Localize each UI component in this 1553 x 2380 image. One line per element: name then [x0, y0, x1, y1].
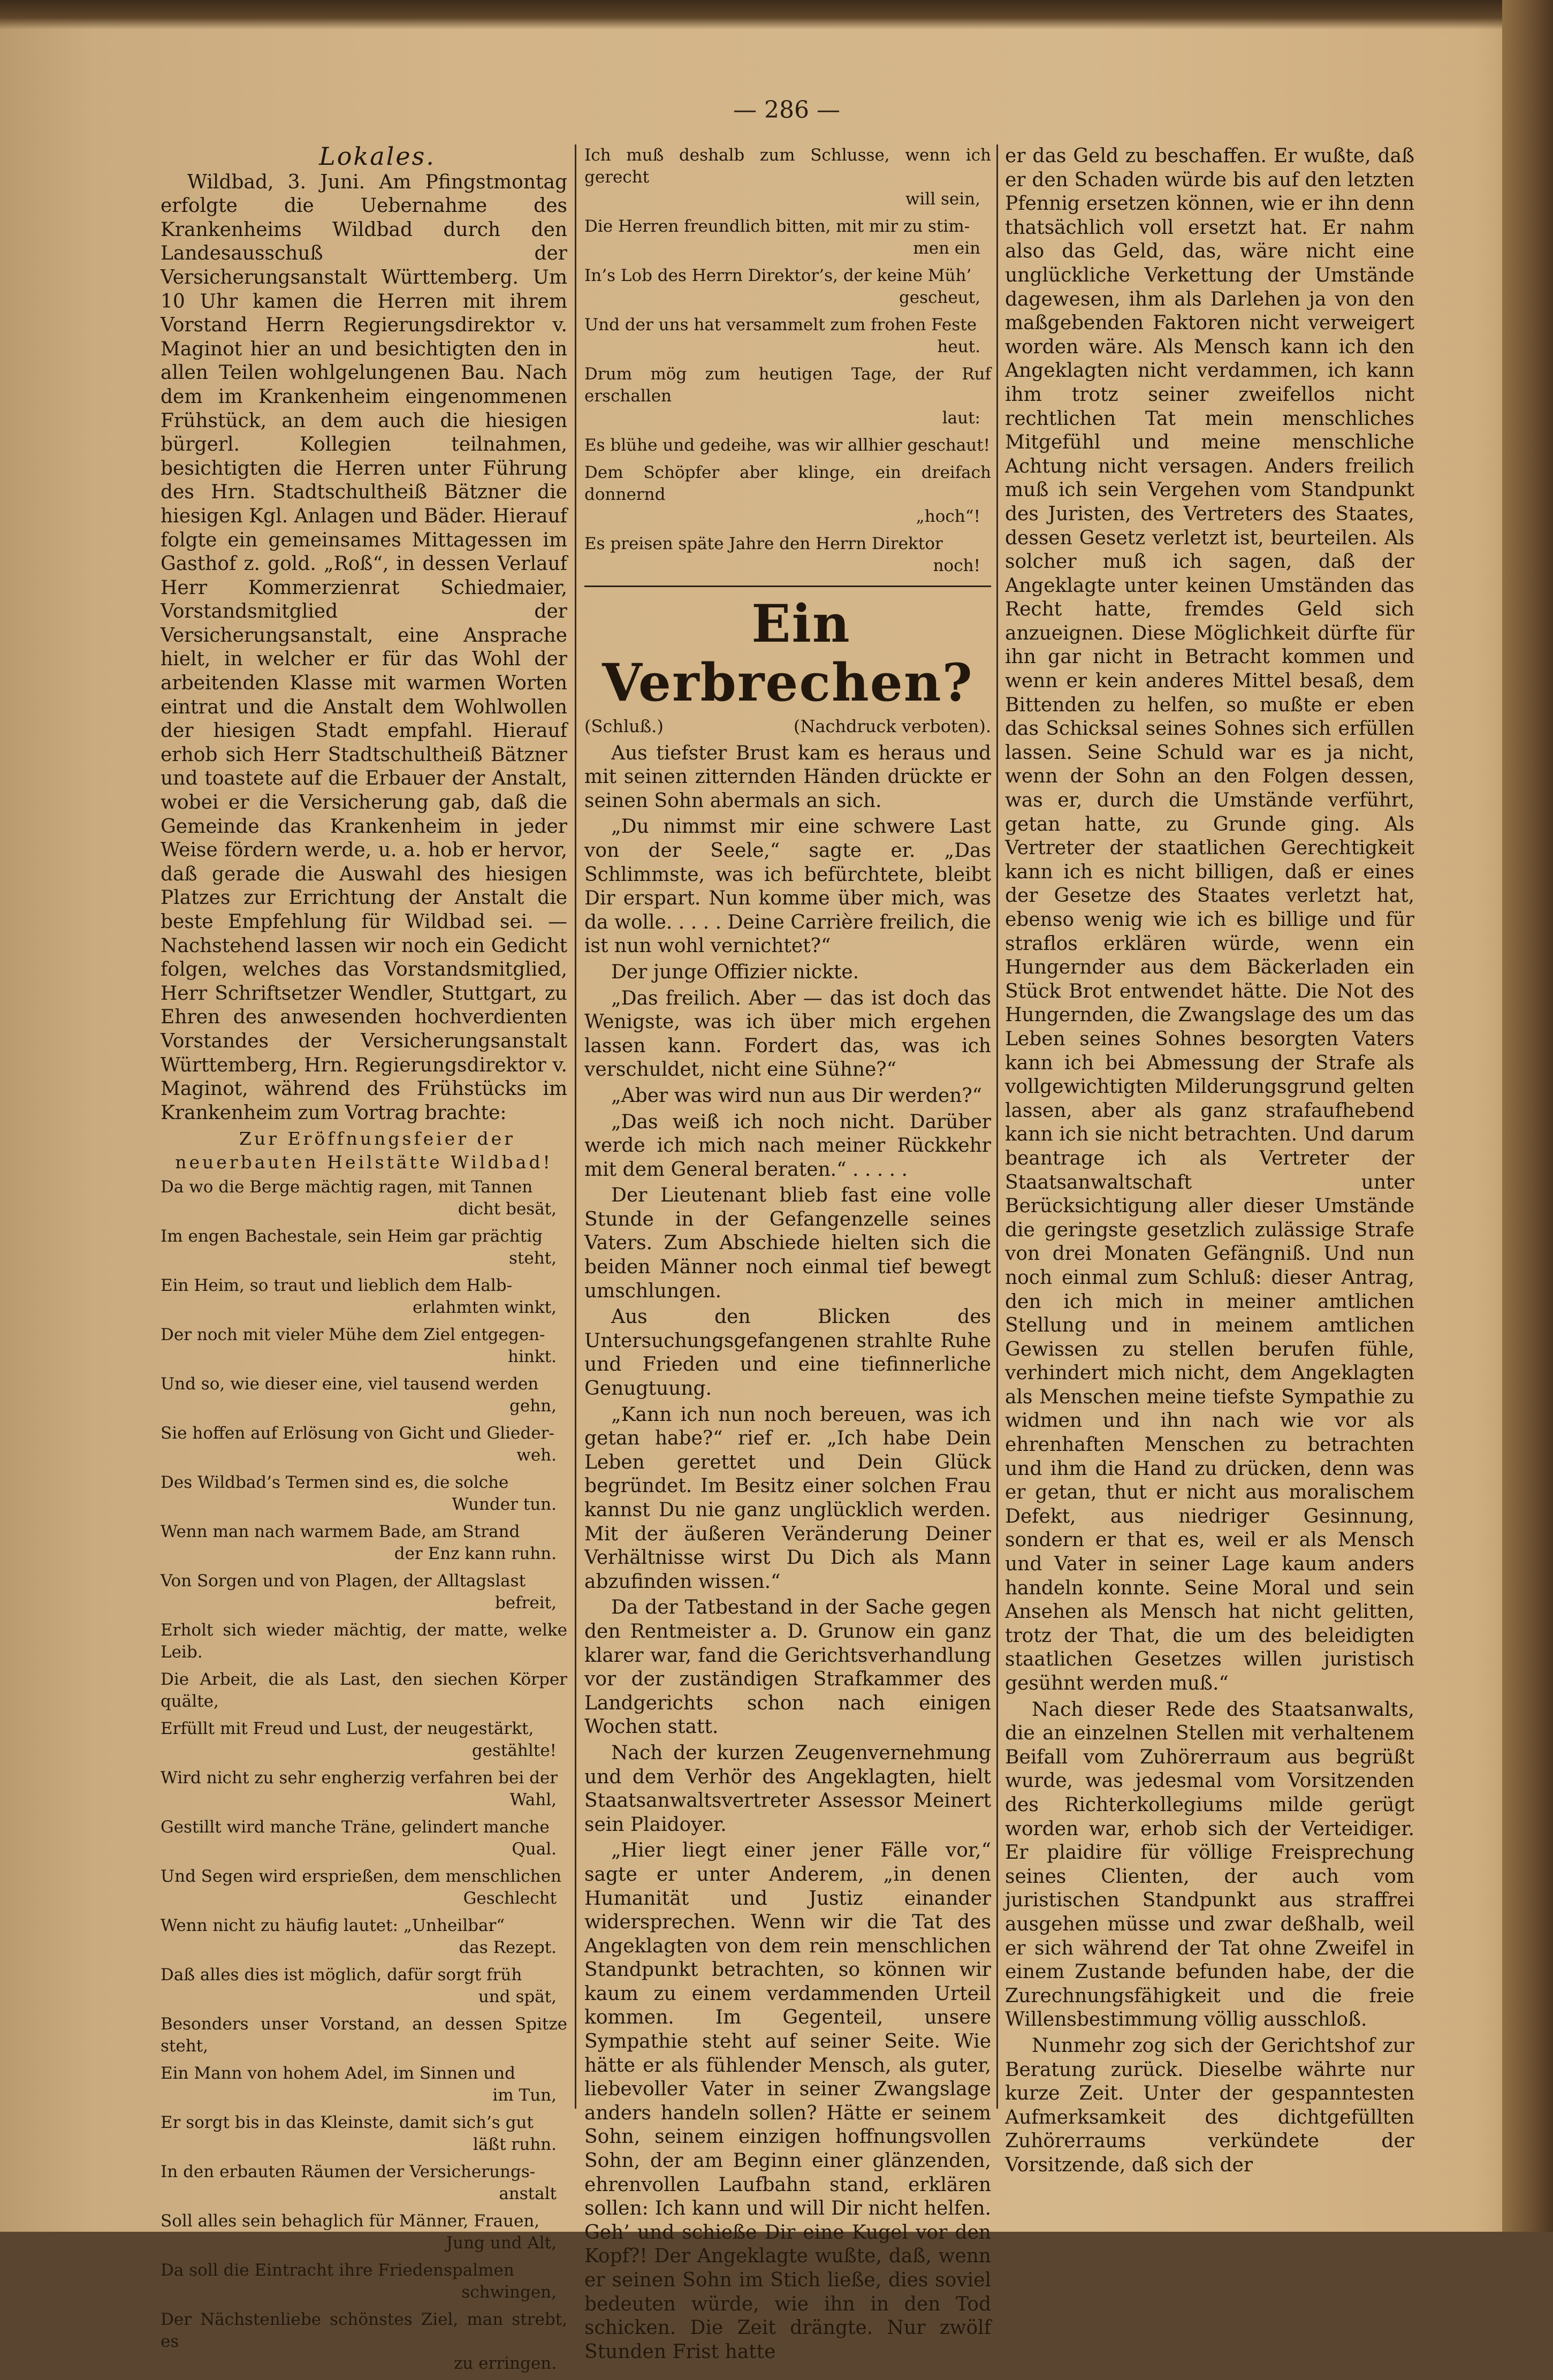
- poem-line: Es blühe und gedeihe, was wir allhier geschaut!: [584, 436, 991, 455]
- poem-line-continuation: Geschlecht: [463, 1889, 557, 1908]
- story-paragraph: Da der Tatbestand in der Sache gegen den Rentmeister a. D. Grunow ein ganz klarer war, fand die Gerichtsverhandlung vor der zuständigen Strafkammer des Landgerichts schon nach einigen Wochen statt.: [584, 1596, 991, 1738]
- poem-line-continuation: gehn,: [509, 1396, 557, 1416]
- poem-line-continuation: Wahl,: [509, 1790, 557, 1810]
- story-paragraph: Nach der kurzen Zeugenvernehmung und dem Verhör des Angeklagten, hielt Staatsanwaltsvertreter Assessor Meinert sein Plaidoyer.: [584, 1742, 991, 1836]
- page-top-edge: [0, 0, 1553, 29]
- column-3: [1005, 145, 1414, 2179]
- article-paragraph: Wildbad, 3. Juni. Am Pfingstmontag erfolgte die Uebernahme des Krankenheims Wildbad durch den Landesausschuß der Versicherungsanstalt Württemberg. Um 10 Uhr kamen die Herren mit ihrem Vorstand Herrn Regierungsdirektor v. Maginot hier an und besichtigten den in allen Teilen wohlgelungenen Bau. Nach dem im Krankenheim eingenommenen Frühstück, an dem auch die hiesigen bürgerl. Kollegien teilnahmen, besichtigten die Herren unter Führung des Hrn. Stadtschultheiß Bätzner die hiesigen Kgl. Anlagen und Bäder. Hierauf folgte ein gemeinsames Mittagessen im Gasthof z. gold. „Roß“, in dessen Verlauf Herr Kommerzienrat Schiedmaier, Vorstandsmitglied der Versicherungsanstalt, eine Ansprache hielt, in welcher er für das Wohl der arbeitenden Klasse mit warmen Worten eintrat und die Anstalt dem Wohlwollen der hiesigen Stadt empfahl. Hierauf erhob sich Herr Stadtschultheiß Bätzner und toastete auf die Erbauer der Anstalt, wobei er die Versicherung gab, daß die Gemeinde das Krankenheim in jeder Weise fördern werde, u. a. hob er hervor, daß gerade die Auswahl des hiesigen Platzes zur Errichtung der Anstalt die beste Empfehlung für Wildbad sei. — Nachstehend lassen wir noch ein Gedicht folgen, welches das Vorstandsmitglied, Herr Schriftsetzer Wendler, Stuttgart, zu Ehren des anwesenden hochverdienten Vorstandes der Versicherungsanstalt Württemberg, Hrn. Regierungsdirektor v. Maginot, während des Frühstücks im Krankenheim zum Vortrag brachte:: [161, 171, 567, 1124]
- poem-verse: [584, 533, 991, 577]
- story-paragraph: „Das weiß ich noch nicht. Darüber werde ich mich nach meiner Rückkehr mit dem General beraten.“ . . . . .: [584, 1111, 991, 1181]
- poem-line: Drum mög zum heutigen Tage, der Ruf erschallen: [584, 364, 991, 406]
- poem-verse: [161, 1964, 567, 2008]
- poem-line: Dem Schöpfer aber klinge, ein dreifach donnernd: [584, 463, 991, 504]
- story-meta: [584, 714, 991, 739]
- poem-line: Der Nächstenliebe schönstes Ziel, man strebt, es: [161, 2310, 567, 2352]
- poem-line: Wenn man nach warmem Bade, am Strand: [161, 1522, 520, 1542]
- poem-line-continuation: gescheut,: [899, 288, 980, 307]
- poem-line: Und Segen wird ersprießen, dem menschlichen: [161, 1867, 561, 1887]
- poem-line-continuation: erlahmten winkt,: [412, 1298, 557, 1318]
- poem-line: Da wo die Berge mächtig ragen, mit Tannen: [161, 1177, 533, 1197]
- poem-verse: [161, 1521, 567, 1565]
- poem-title: Zur Eröffnungsfeier der neuerbauten Heilstätte Wildbad!: [175, 1128, 553, 1173]
- poem-continuation: [584, 145, 991, 577]
- poem-line-continuation: weh.: [516, 1446, 557, 1465]
- poem-verse: [584, 145, 991, 210]
- poem: [161, 1176, 567, 2375]
- poem-line-continuation: schwingen,: [461, 2283, 557, 2302]
- poem-verse: [584, 363, 991, 429]
- poem-verse: [161, 1423, 567, 1466]
- poem-line-continuation: hinkt.: [508, 1347, 557, 1367]
- poem-line: In den erbauten Räumen der Versicherungs-: [161, 2162, 536, 2182]
- column-rule-2: [996, 145, 998, 2109]
- poem-line-continuation: läßt ruhn.: [473, 2135, 557, 2155]
- poem-line: Er sorgt bis in das Kleinste, damit sich’s gut: [161, 2113, 534, 2133]
- story-paragraph: Aus tiefster Brust kam es heraus und mit seinen zitternden Händen drückte er seinen Sohn abermals an sich.: [584, 742, 991, 812]
- story-body: [584, 742, 991, 2364]
- poem-verse: [161, 1472, 567, 1516]
- poem-line-continuation: steht,: [509, 1249, 557, 1268]
- poem-line-continuation: befreit,: [494, 1593, 557, 1613]
- poem-verse: [161, 1226, 567, 1269]
- poem-verse: [161, 2063, 567, 2107]
- story-paragraph: Nunmehr zog sich der Gerichtshof zur Beratung zurück. Dieselbe währte nur kurze Zeit. Unter der gespanntesten Aufmerksamkeit des dichtgefüllten Zuhörerraums verkündete der Vorsitzende, daß sich der: [1005, 2034, 1414, 2176]
- poem-line: Der noch mit vieler Mühe dem Ziel entgegen-: [161, 1325, 545, 1345]
- poem-line: Des Wildbad’s Termen sind es, die solche: [161, 1473, 509, 1493]
- poem-line-continuation: gestählte!: [471, 1741, 557, 1761]
- poem-line-continuation: anstalt: [499, 2184, 557, 2204]
- poem-line: Ein Mann von hohem Adel, im Sinnen und: [161, 2064, 515, 2084]
- poem-line: Von Sorgen und von Plagen, der Alltagslast: [161, 1571, 526, 1591]
- poem-line: Soll alles sein behaglich für Männer, Frauen,: [161, 2211, 540, 2231]
- poem-line: Wird nicht zu sehr engherzig verfahren bei der: [161, 1768, 558, 1788]
- poem-verse: [161, 1324, 567, 1368]
- poem-verse: [161, 1373, 567, 1417]
- poem-verse: [584, 314, 991, 358]
- poem-verse: [161, 1767, 567, 1811]
- poem-line-continuation: laut:: [942, 408, 980, 428]
- poem-line: Da soll die Eintracht ihre Friedenspalmen: [161, 2261, 514, 2280]
- poem-verse: [161, 1915, 567, 1959]
- page-number: — 286 —: [733, 96, 840, 124]
- poem-line: Besonders unser Vorstand, an dessen Spitze steht,: [161, 2014, 567, 2056]
- section-divider: [584, 586, 991, 587]
- poem-line-continuation: „hoch“!: [916, 507, 980, 526]
- poem-line-continuation: Jung und Alt,: [446, 2233, 557, 2253]
- poem-line: Daß alles dies ist möglich, dafür sorgt früh: [161, 1965, 522, 1985]
- poem-verse: [161, 2210, 567, 2254]
- poem-verse: [161, 1176, 567, 1220]
- poem-verse: [161, 1718, 567, 1762]
- poem-line-continuation: dicht besät,: [458, 1199, 557, 1219]
- poem-line-continuation: Wunder tun.: [452, 1495, 557, 1515]
- poem-line-continuation: zu erringen.: [453, 2354, 557, 2374]
- story-paragraph: Der Lieutenant blieb fast eine volle Stunde in der Gefangenzelle seines Vaters. Zum Abschiede hielten sich die beiden Männer noch einmal tief bewegt umschlungen.: [584, 1184, 991, 1302]
- poem-line: Die Herren freundlich bitten, mit mir zu stim-: [584, 217, 970, 236]
- poem-line: Im engen Bachestale, sein Heim gar prächtig: [161, 1227, 543, 1246]
- column-1: [161, 142, 567, 2380]
- story-paragraph: „Du nimmst mir eine schwere Last von der Seele,“ sagte er. „Das Schlimmste, was ich befürchtete, bleibt Dir erspart. Nun komme über mich, was da wolle. . . . . Deine Carrière freilich, die ist nun wohl vernichtet?“: [584, 816, 991, 957]
- story-body-continued: [1005, 145, 1414, 2177]
- poem-line-continuation: und spät,: [478, 1987, 557, 2007]
- story-paragraph: „Hier liegt einer jener Fälle vor,“ sagte er unter Anderem, „in denen Humanität und Justiz einander widersprechen. Wenn wir die Tat des Angeklagten von dem rein menschlichen Standpunkt betrachten, so können wir kaum zu einem verdammenden Urteil kommen. Im Gegenteil, unsere Sympathie steht auf seiner Seite. Wie hätte er als fühlender Mensch, als guter, liebevoller Vater in seiner Zwangslage anders handeln sollen? Hätte er seinem Sohn, seinem einzigen hoffnungsvollen Sohn, der am Beginn einer glänzenden, ehrenvollen Laufbahn stand, erklären sollen: Ich kann und will Dir nicht helfen. Geh’ und schieße Dir eine Kugel vor den Kopf?! Der Angeklagte wußte, daß, wenn er seinen Sohn im Stich ließe, dies soviel bedeuten würde, wie ihn in den Tod schicken. Die Zeit drängte. Nur zwölf Stunden Frist hatte: [584, 1839, 991, 2363]
- poem-line-continuation: im Tun,: [492, 2086, 557, 2105]
- poem-verse: [161, 2013, 567, 2057]
- poem-verse: [161, 1669, 567, 1713]
- poem-line-continuation: heut.: [937, 337, 980, 356]
- story-paragraph: „Aber was wird nun aus Dir werden?“: [611, 1084, 983, 1107]
- story-paragraph: Der junge Offizier nickte.: [611, 961, 859, 983]
- poem-line-continuation: der Enz kann ruhn.: [394, 1544, 557, 1564]
- story-paragraph: Nach dieser Rede des Staatsanwalts, die an einzelnen Stellen mit verhaltenem Beifall vom Zuhörerraum aus begrüßt wurde, was jedesmal vom Vorsitzenden des Richterkollegiums milde gerügt worden war, erhob sich der Verteidiger. Er plaidire für völlige Freisprechung seines Clienten, der auch vom juristischen Standpunkt aus straffrei ausgehen müsse und zwar deßhalb, weil er sich während der Tat ohne Zweifel in einem Zustande befunden habe, der die Zurechnungsfähigkeit und die freie Willensbestimmung völlig ausschloß.: [1005, 1698, 1414, 2031]
- story-part-note: (Schluß.): [584, 716, 664, 736]
- story-title: Ein Verbrechen?: [602, 594, 973, 713]
- poem-line: Ich muß deshalb zum Schlusse, wenn ich gerecht: [584, 146, 991, 187]
- poem-verse: [161, 2112, 567, 2156]
- poem-line-continuation: noch!: [933, 556, 980, 575]
- poem-line: Ein Heim, so traut und lieblich dem Halb-: [161, 1276, 513, 1296]
- column-rule-1: [575, 145, 576, 2109]
- poem-line: Sie hoffen auf Erlösung von Gicht und Glieder-: [161, 1424, 554, 1443]
- poem-verse: [584, 462, 991, 528]
- poem-verse: [584, 216, 991, 260]
- poem-verse: [584, 435, 991, 457]
- section-heading-lokales: Lokales.: [319, 142, 436, 171]
- column-2: [584, 145, 991, 2366]
- story-paragraph: er das Geld zu beschaffen. Er wußte, daß er den Schaden würde bis auf den letzten Pfennig ersetzen können, wie er ihn denn thatsächlich voll ersetzt hat. Er nahm also das Geld, das, wäre nicht eine unglückliche Verkettung der Umstände dagewesen, ihm als Darlehen ja von den maßgebenden Faktoren nicht verweigert worden wäre. Als Mensch kann ich den Angeklagten nicht verdammen, ich kann ihm trotz seiner zweifellos nicht rechtlichen Tat mein menschliches Mitgefühl und meine menschliche Achtung nicht versagen. Anders freilich muß ich sein Vergehen vom Standpunkt des Juristen, des Vertreters des Staates, dessen Gesetz verletzt ist, beurteilen. Als solcher muß ich sagen, daß der Angeklagte unter keinen Umständen das Recht hatte, fremdes Geld sich anzueignen. Diese Möglichkeit dürfte für ihn gar nicht in Betracht kommen und wenn er kein anderes Mittel besaß, dem Bittenden zu helfen, so mußte er eben das Schicksal seines Sohnes sich erfüllen lassen. Seine Schuld war es ja nicht, wenn der Sohn an den Folgen dessen, was er, durch die Umstände verführt, getan hatte, zu Grunde ging. Als Vertreter der staatlichen Gerechtigkeit kann ich es nicht billigen, daß er eines der Gesetze des Staates verletzt hat, ebenso wenig wie ich es billige und für straflos erklären würde, wenn ein Hungernder aus dem Bäckerladen ein Stück Brot entwendet hätte. Die Not des Hungernden, die Zwangslage des um das Leben seines Sohnes besorgten Vaters kann ich bei Abmessung der Strafe als vollgewichtigten Milderungsgrund gelten lassen, aber als ganz strafaufhebend kann ich sie nicht betrachten. Und darum beantrage ich als Vertreter der Staatsanwaltschaft unter Berücksichtigung aller dieser Umstände die geringste gesetzlich zulässige Strafe von drei Monaten Gefängniß. Und nun noch einmal zum Schluß: dieser Antrag, den ich mich in meiner amtlichen Stellung und in meinem amtlichen Gewissen zu stellen berufen fühle, verhindert mich nicht, dem Angeklagten als Menschen meine tiefste Sympathie zu widmen und ihn nach wie vor als ehrenhaften Menschen zu betrachten und ihm die Hand zu drücken, denn was er getan, thut er nicht aus moralischem Defekt, aus niedriger Gesinnung, sondern er that es, weil er als Mensch und Vater in seiner Lage kaum anders handeln konnte. Seine Moral und sein Ansehen als Mensch hat nicht gelitten, trotz der That, die um des beleidigten staatlichen Gesetzes willen juristisch gesühnt werden muß.“: [1005, 145, 1414, 1694]
- poem-verse: [161, 2260, 567, 2303]
- poem-line: Wenn nicht zu häufig lautet: „Unheilbar“: [161, 1916, 505, 1936]
- poem-verse: [584, 265, 991, 309]
- story-paragraph: „Kann ich nun noch bereuen, was ich getan habe?“ rief er. „Ich habe Dein Leben gerettet und Dein Glück begründet. Im Besitz einer solchen Frau kannst Du nie ganz unglücklich werden. Mit der äußeren Veränderung Deiner Verhältnisse wirst Du Dich als Mann abzufinden wissen.“: [584, 1403, 991, 1593]
- poem-verse: [161, 1866, 567, 1910]
- poem-line: Es preisen späte Jahre den Herrn Direktor: [584, 534, 943, 553]
- poem-verse: [161, 1570, 567, 1614]
- poem-verse: [161, 2161, 567, 2205]
- poem-line: In’s Lob des Herrn Direktor’s, der keine Müh’: [584, 266, 972, 285]
- poem-line-continuation: men ein: [913, 239, 980, 258]
- poem-line: Erholt sich wieder mächtig, der matte, welke Leib.: [161, 1621, 567, 1662]
- poem-line: Gestillt wird manche Träne, gelindert manche: [161, 1818, 550, 1837]
- poem-line-continuation: will sein,: [905, 189, 980, 209]
- poem-verse: [161, 1816, 567, 1860]
- poem-line: Erfüllt mit Freud und Lust, der neugestärkt,: [161, 1719, 534, 1739]
- book-binding-edge: [1502, 0, 1553, 2232]
- poem-line: Und der uns hat versammelt zum frohen Feste: [584, 315, 977, 334]
- poem-line-continuation: Qual.: [512, 1839, 557, 1859]
- poem-line: Und so, wie dieser eine, viel tausend werden: [161, 1374, 539, 1394]
- poem-verse: [161, 2309, 567, 2375]
- story-paragraph: „Das freilich. Aber — das ist doch das Wenigste, was ich über mich ergehen lassen kann. Fordert das, was ich verschuldet, nicht eine Sühne?“: [584, 987, 991, 1081]
- reprint-notice: (Nachdruck verboten).: [793, 716, 991, 736]
- poem-verse: [161, 1275, 567, 1319]
- story-paragraph: Aus den Blicken des Untersuchungsgefangenen strahlte Ruhe und Frieden und eine tiefinnerliche Genugtuung.: [584, 1306, 991, 1400]
- poem-line-continuation: das Rezept.: [459, 1938, 557, 1958]
- poem-line: Die Arbeit, die als Last, den siechen Körper quälte,: [161, 1670, 567, 1712]
- poem-verse: [161, 1619, 567, 1663]
